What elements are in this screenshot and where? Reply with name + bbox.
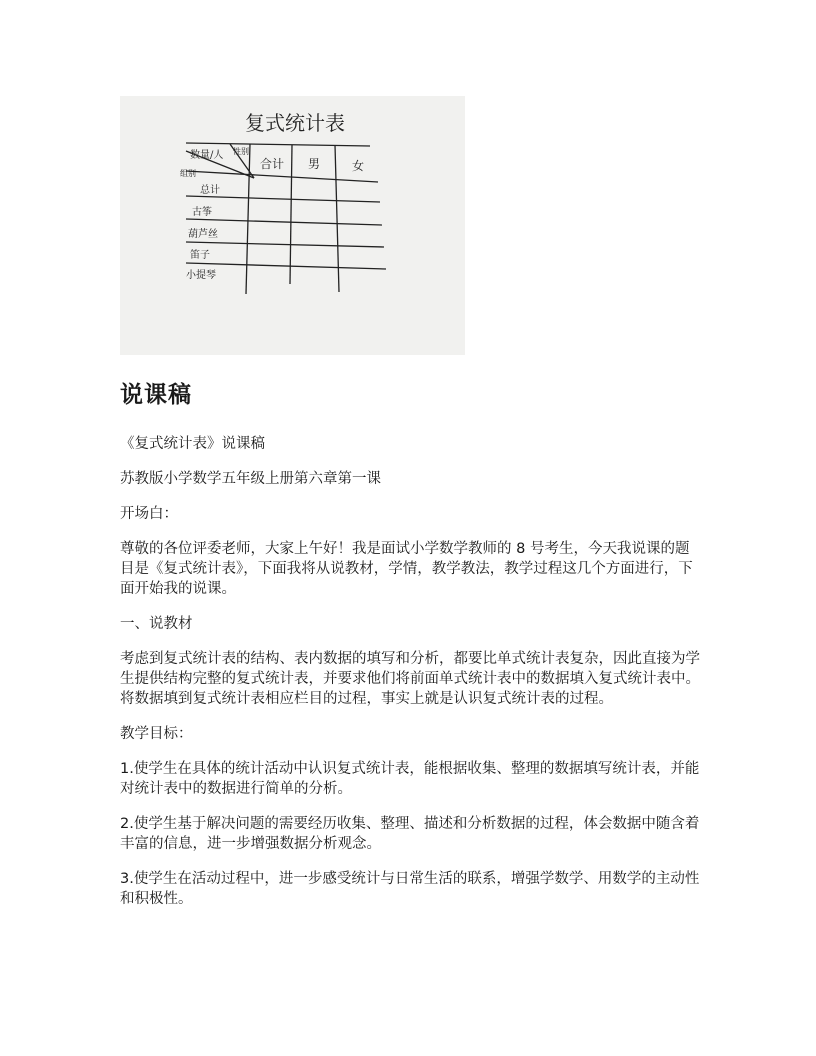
row-label-violin: 小提琴 [186, 270, 216, 281]
paragraph-objective-3: 3.使学生在活动过程中，进一步感受统计与日常生活的联系，增强学数学、用数学的主动性和积极性。 [120, 871, 700, 907]
paragraph-opening-label: 开场白： [120, 506, 178, 522]
column-header-total: 合计 [260, 157, 285, 171]
handwritten-table-photo [120, 96, 465, 355]
column-header-female: 女 [352, 159, 365, 173]
document-body [120, 378, 700, 924]
corner-label-quantity: 数量/人 [190, 150, 224, 161]
paragraph-textbook-analysis: 考虑到复式统计表的结构、表内数据的填写和分析，都要比单式统计表复杂，因此直接为学生提供结构完整的复式统计表，并要求他们将前面单式统计表中的数据填入复式统计表中。将数据填到复式统计表相应栏目的过程，事实上就是认识复式统计表的过程。 [120, 651, 700, 707]
row-label-hulusi: 葫芦丝 [188, 229, 218, 240]
paragraph-objective-1: 1.使学生在具体的统计活动中认识复式统计表，能根据收集、整理的数据填写统计表，并能对统计表中的数据进行简单的分析。 [120, 761, 700, 797]
photo-title: 复式统计表 [245, 111, 345, 135]
paragraph-objective-2: 2.使学生基于解决问题的需要经历收集、整理、描述和分析数据的过程，体会数据中随含着丰富的信息，进一步增强数据分析观念。 [120, 816, 700, 852]
row-label-guzheng: 古筝 [192, 207, 212, 218]
paragraph-objectives-label: 教学目标： [120, 726, 193, 742]
row-label-dizi: 笛子 [190, 250, 210, 261]
document-heading: 说课稿 [120, 382, 192, 408]
handwritten-table-drawing [120, 96, 465, 355]
column-header-male: 男 [308, 157, 321, 171]
paragraph-lesson-title: 《复式统计表》说课稿 [120, 436, 265, 452]
paragraph-textbook: 苏教版小学数学五年级上册第六章第一课 [120, 471, 381, 487]
paragraph-opening: 尊敬的各位评委老师，大家上午好！我是面试小学数学教师的 8 号考生，今天我说课的题目是《复式统计表》，下面我将从说教材，学情，教学教法，教学过程这几个方面进行，下面开始我的说课。 [120, 541, 693, 597]
paragraph-section-one: 一、说教材 [120, 616, 193, 632]
row-label-total: 总计 [200, 185, 220, 196]
corner-label-group: 组别 [180, 169, 196, 178]
corner-label-gender: 性别 [233, 147, 249, 156]
